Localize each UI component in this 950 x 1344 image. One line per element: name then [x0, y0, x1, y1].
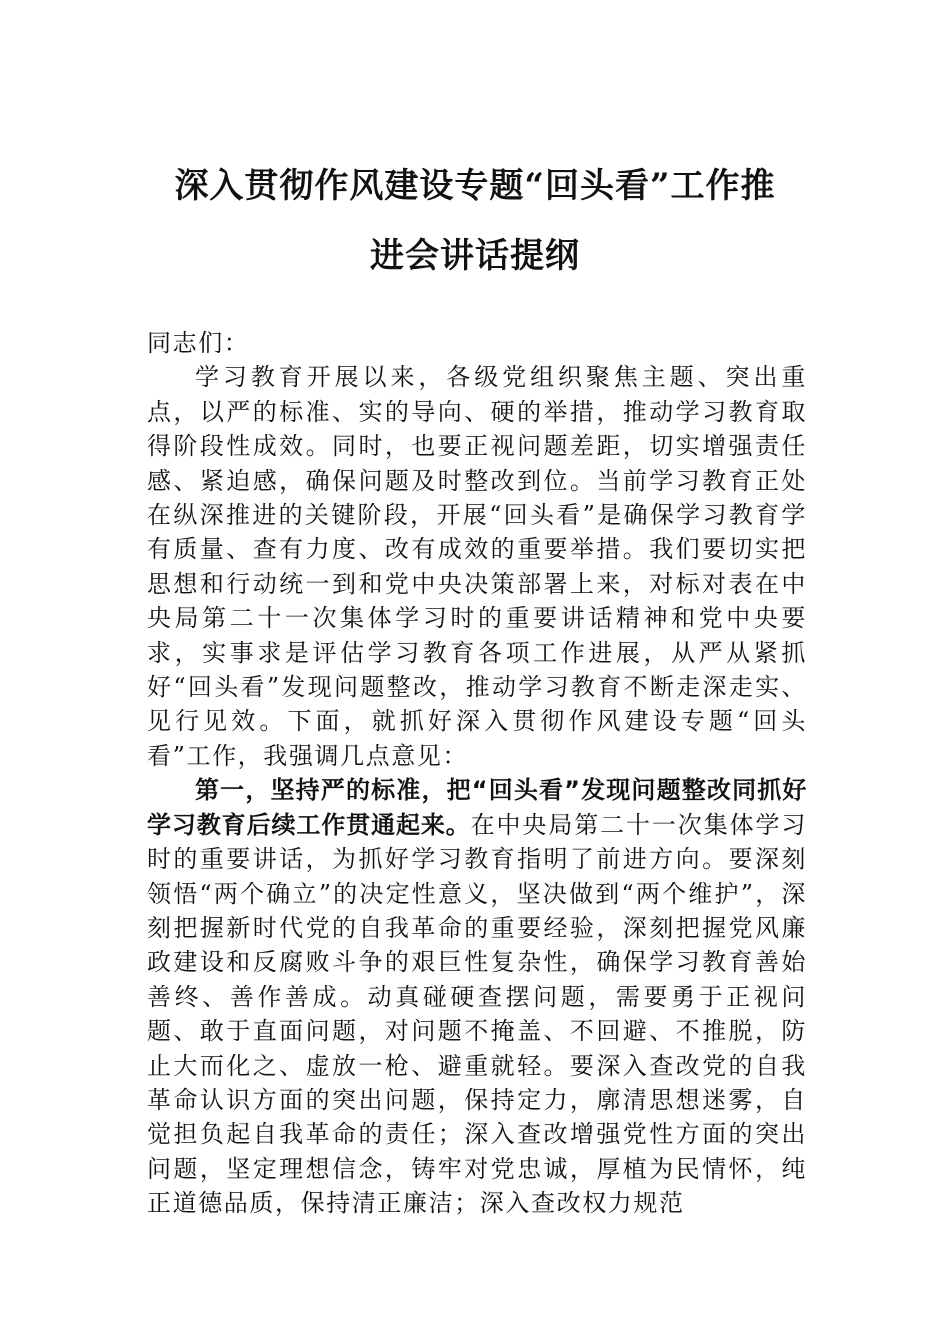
salutation: 同志们：: [147, 329, 250, 357]
paragraph-intro: 学习教育开展以来，各级党组织聚焦主题、突出重点，以严的标准、实的导向、硬的举措，推动学习教育取得阶段性成效。同时，也要正视问题差距，切实增强责任感、紧迫感，确保问题及时整改到位。当前学习教育正处在纵深推进的关键阶段，开展“回头看”是确保学习教育学有质量、查有力度、改有成效的重要举措。我们要切实把思想和行动统一到和党中央决策部署上来，对标对表在中央局第二十一次集体学习时的重要讲话精神和党中央要求，实事求是评估学习教育各项工作进展，从严从紧抓好“回头看”发现问题整改，推动学习教育不断走深走实、见行见效。下面，就抓好深入贯彻作风建设专题“回头看”工作，我强调几点意见：: [147, 363, 807, 770]
paragraph-point-one: [147, 773, 807, 1220]
document-title-line-1: 深入贯彻作风建设专题“回头看”工作推: [174, 166, 776, 206]
document-title-line-2: 进会讲话提纲: [370, 236, 580, 276]
paragraph-point-one-text: 在中央局第二十一次集体学习时的重要讲话，为抓好学习教育指明了前进方向。要深刻领悟“两个确立”的决定性意义，坚决做到“两个维护”，深刻把握新时代党的自我革命的重要经验，深刻把握党风廉政建设和反腐败斗争的艰巨性复杂性，确保学习教育善始善终、善作善成。动真碰硬查摆问题，需要勇于正视问题、敢于直面问题，对问题不掩盖、不回避、不推脱，防止大而化之、虚放一枪、避重就轻。要深入查改党的自我革命认识方面的突出问题，保持定力，廓清思想迷雾，自觉担负起自我革命的责任；深入查改增强党性方面的突出问题，坚定理想信念，铸牢对党忠诚，厚植为民情怀，纯正道德品质，保持清正廉洁；深入查改权力规范: [147, 810, 807, 1218]
document-body: [147, 326, 807, 1221]
paragraph-point-one-heading: 第一，坚持严的标准，把“回头看”发现问题整改同抓好学习教育后续工作贯通起来。: [147, 776, 807, 839]
